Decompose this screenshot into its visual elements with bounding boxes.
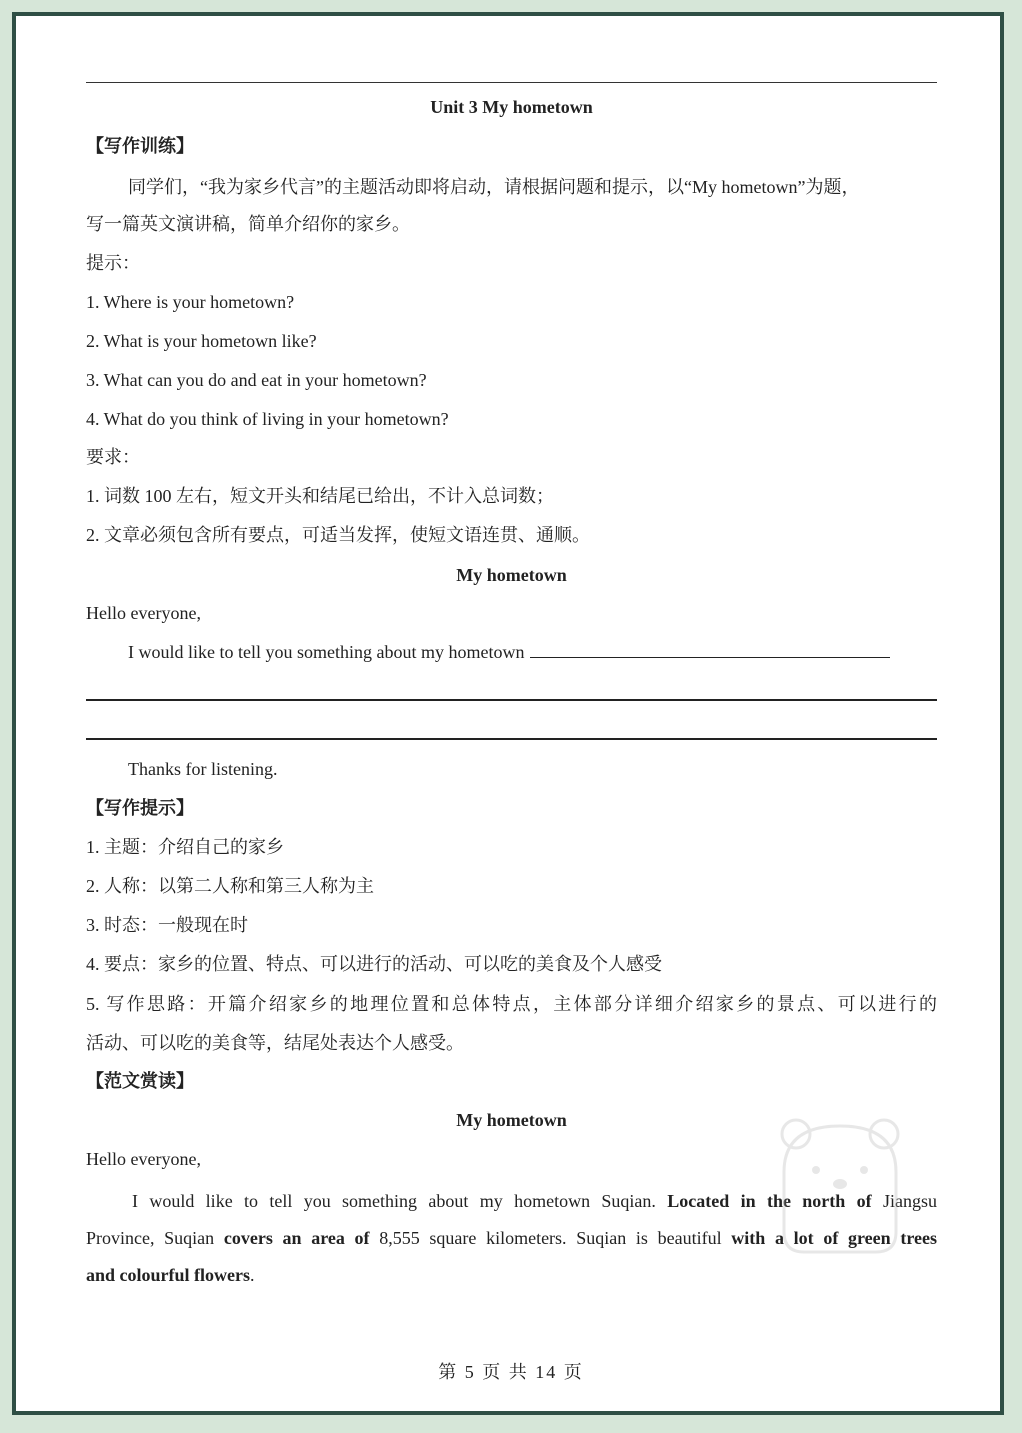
requirement-label: 要求： [86, 447, 140, 467]
section-writing-tips: 【写作提示】 [86, 798, 194, 818]
section-sample-reading: 【范文赏读】 [86, 1071, 194, 1091]
hint-label: 提示： [86, 253, 140, 273]
intro-line-2: 写一篇英文演讲稿，简单介绍你的家乡。 [86, 214, 410, 234]
requirement-item: 1. 词数 100 左右，短文开头和结尾已给出，不计入总词数； [86, 486, 554, 506]
sample-text: 8,555 square kilometers. Suqian is beautiful [369, 1228, 732, 1248]
intro-line-1: 同学们，“我为家乡代言”的主题活动即将启动，请根据问题和提示，以“My hometown”为题， [128, 177, 860, 197]
sample-text: Jiangsu [871, 1191, 938, 1211]
tip-item: 5. 写作思路：开篇介绍家乡的地理位置和总体特点，主体部分详细介绍家乡的景点、可以进行的 [86, 994, 937, 1014]
hint-item: 1. Where is your hometown? [86, 292, 295, 312]
header-rule [86, 82, 937, 83]
section-writing-training: 【写作训练】 [86, 136, 194, 156]
sample-title: My hometown [456, 1110, 567, 1130]
essay-opening: I would like to tell you something about my hometown [128, 642, 525, 662]
tip-item: 1. 主题：介绍自己的家乡 [86, 837, 284, 857]
tip-item: 4. 要点：家乡的位置、特点、可以进行的活动、可以吃的美食及个人感受 [86, 954, 662, 974]
hint-item: 4. What do you think of living in your hometown? [86, 409, 449, 429]
sample-text: I would like to tell you something about my hometown Suqian. [132, 1191, 668, 1211]
page-footer: 第 5 页 共 14 页 [438, 1362, 584, 1382]
sample-highlight: Located in the north of [667, 1191, 872, 1211]
tip-item-continued: 活动、可以吃的美食等，结尾处表达个人感受。 [86, 1033, 464, 1053]
essay-closing: Thanks for listening. [128, 759, 278, 779]
answer-line[interactable] [86, 738, 937, 740]
sample-text: Province, Suqian [86, 1228, 224, 1248]
sample-greeting: Hello everyone, [86, 1149, 201, 1169]
essay-greeting: Hello everyone, [86, 603, 201, 623]
sample-paragraph-line-3 [86, 1264, 255, 1286]
page-title: Unit 3 My hometown [430, 97, 593, 117]
tip-item: 2. 人称：以第二人称和第三人称为主 [86, 876, 374, 896]
sample-highlight: covers an area of [223, 1228, 370, 1248]
requirement-item: 2. 文章必须包含所有要点，可适当发挥，使短文语连贯、通顺。 [86, 525, 590, 545]
answer-line[interactable] [86, 699, 937, 701]
sample-text: . [250, 1265, 255, 1285]
bear-icon [770, 1112, 910, 1262]
hint-item: 3. What can you do and eat in your hometown? [86, 370, 427, 390]
essay-opening-line [128, 641, 890, 663]
answer-blank[interactable] [530, 641, 890, 658]
essay-title: My hometown [456, 565, 567, 585]
sample-highlight: and colourful flowers [86, 1265, 250, 1285]
hint-item: 2. What is your hometown like? [86, 331, 317, 351]
tip-item: 3. 时态：一般现在时 [86, 915, 248, 935]
sample-highlight: with a lot of green trees [731, 1228, 937, 1248]
